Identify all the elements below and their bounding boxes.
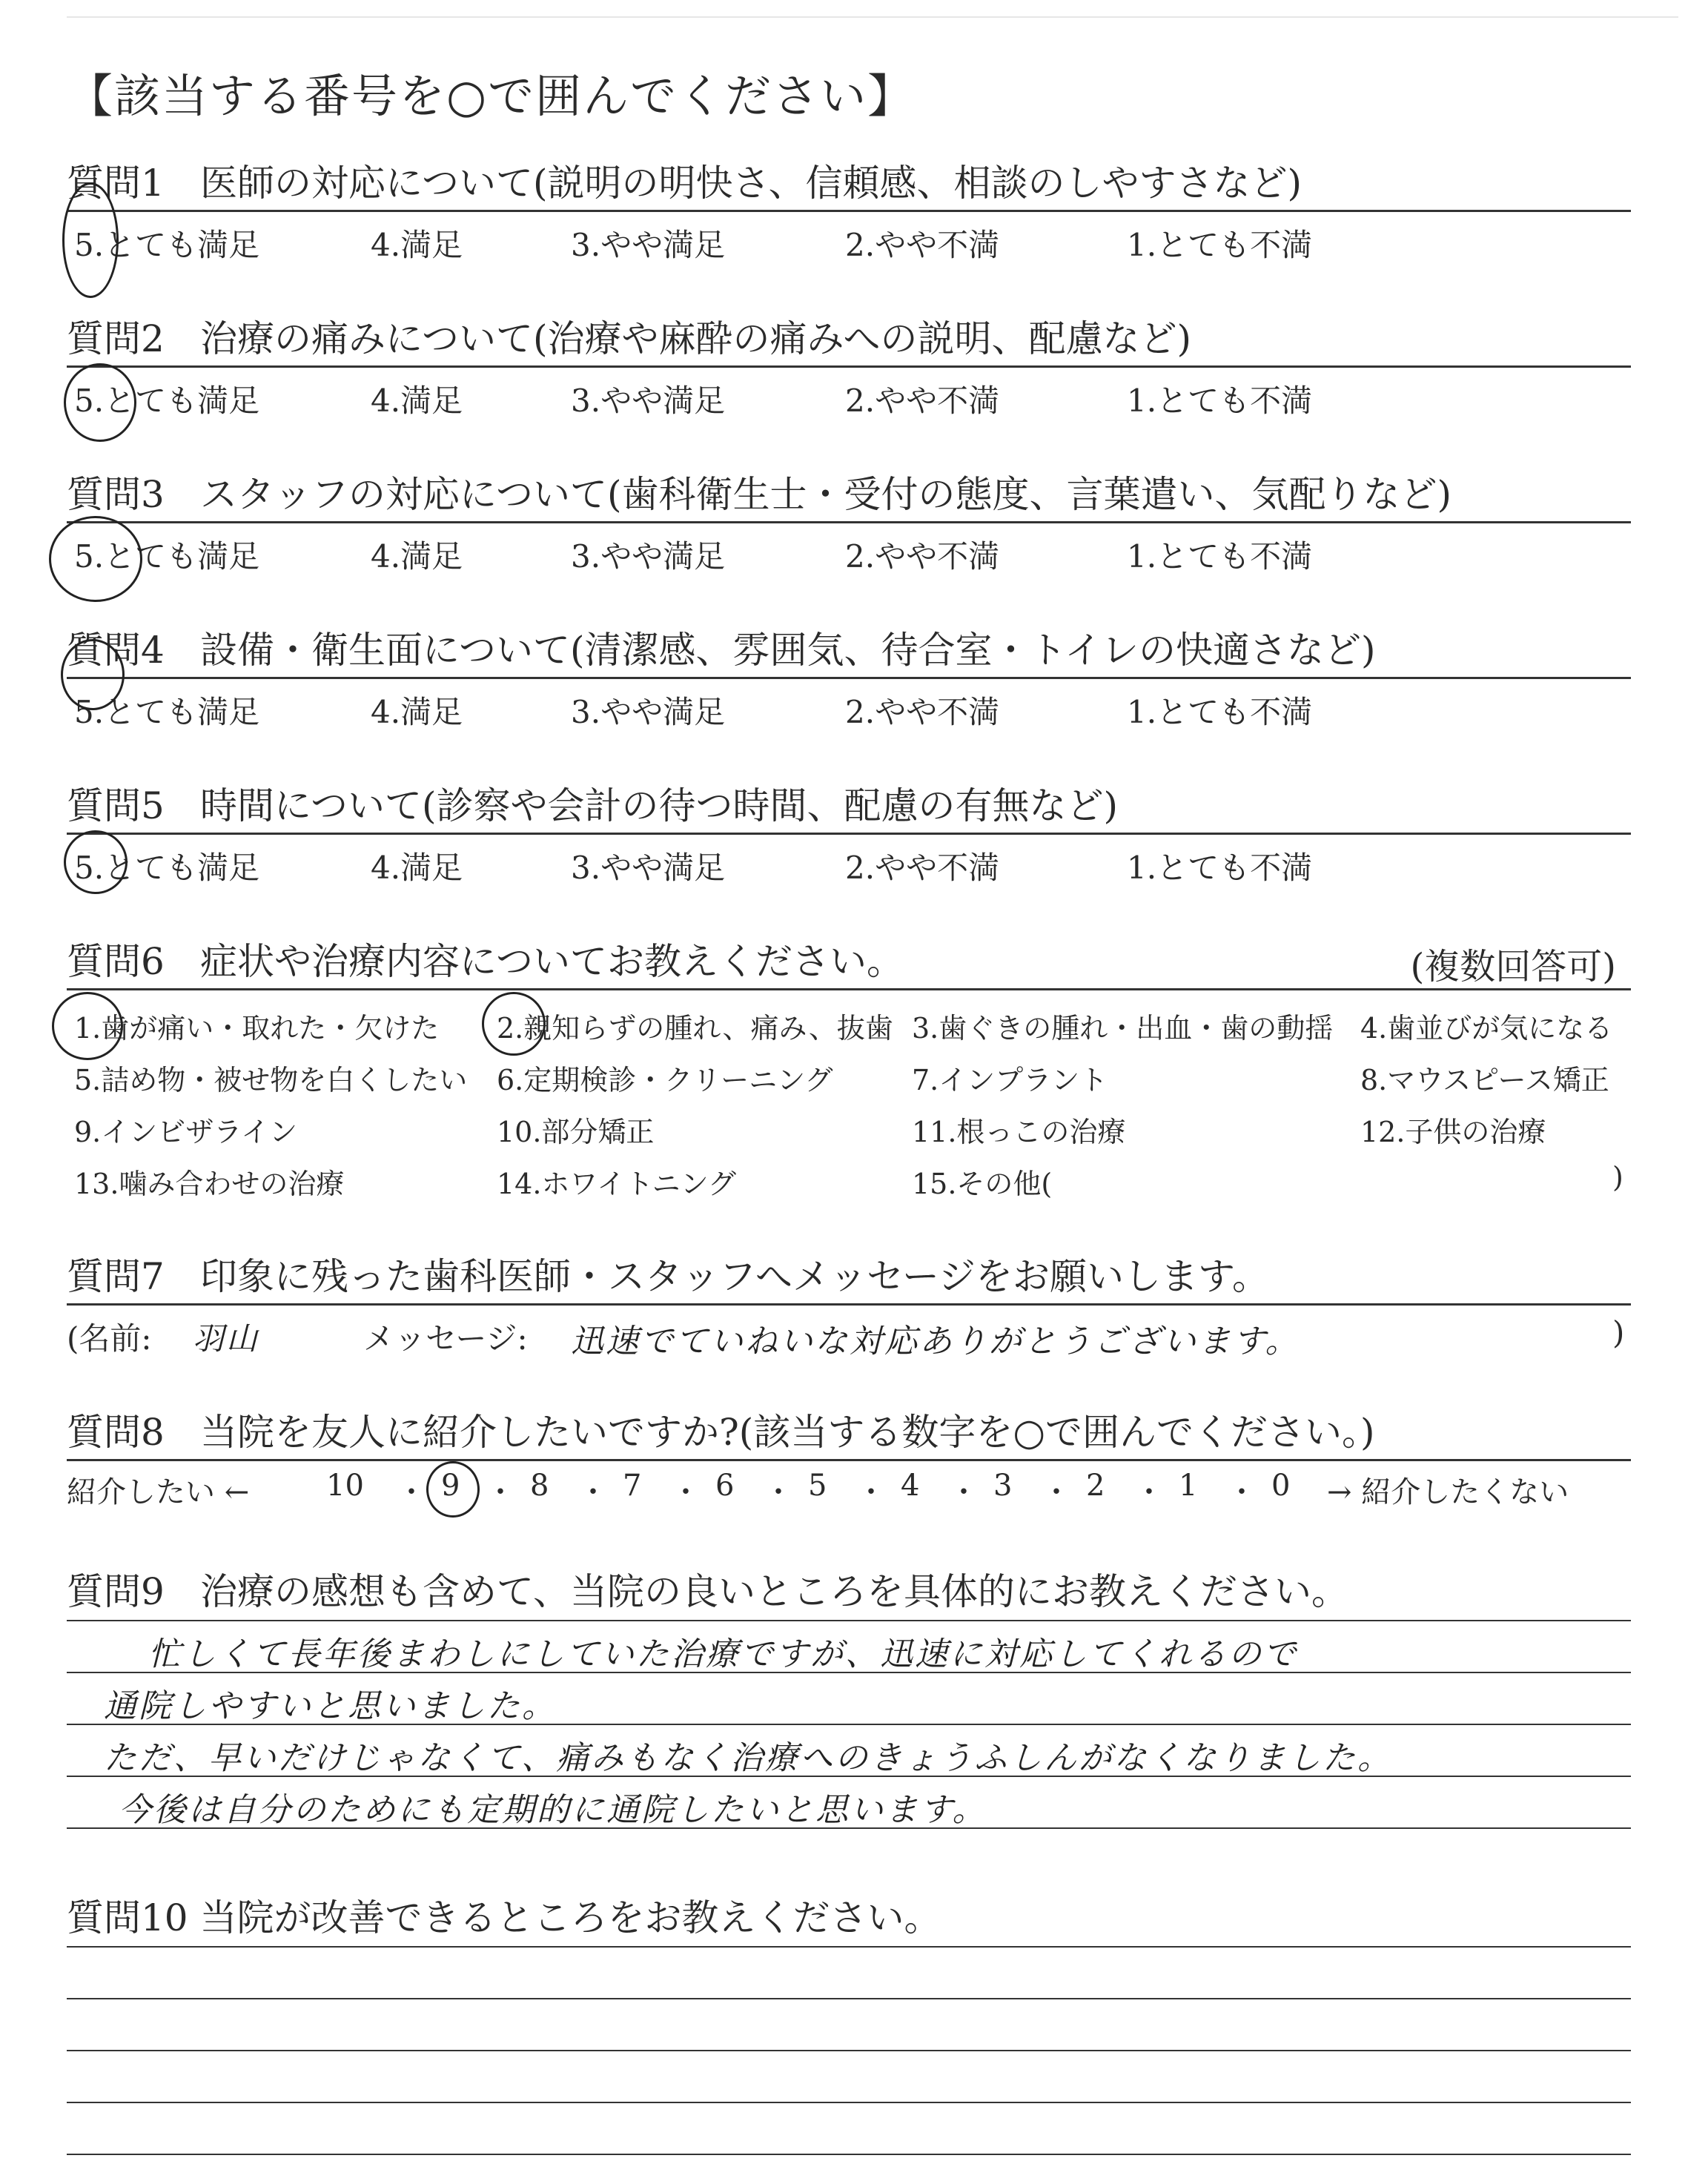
multiple-answer-note: (複数回答可): [1410, 946, 1616, 987]
scale-separator: ・: [764, 1475, 793, 1509]
symptom-option[interactable]: 6.定期検診・クリーニング: [497, 1064, 833, 1096]
symptom-option[interactable]: 4.歯並びが気になる: [1360, 1012, 1613, 1045]
scale-separator: ・: [397, 1475, 426, 1509]
question-2: [67, 315, 1631, 420]
option-5[interactable]: 5.とても満足: [74, 538, 260, 575]
selection-circle: [64, 830, 128, 894]
question-number: 質問4: [67, 629, 165, 672]
option-4[interactable]: 4.満足: [371, 227, 463, 263]
question-text: 設備・衛生面について(清潔感、雰囲気、待合室・トイレの快適さなど): [200, 629, 1376, 672]
message-row: [67, 1306, 1631, 1360]
scale-number[interactable]: 4: [901, 1469, 920, 1503]
instruction-header: 【該当する番号を○で囲んでください】: [67, 69, 916, 123]
question-text: 症状や治療内容についてお教えください。: [200, 940, 904, 983]
scale-number[interactable]: 3: [993, 1469, 1013, 1503]
option-2[interactable]: 2.やや不満: [845, 383, 1000, 419]
rating-options: [67, 523, 1631, 575]
question-9: [67, 1568, 1631, 1890]
option-2[interactable]: 2.やや不満: [845, 850, 1000, 886]
option-2[interactable]: 2.やや不満: [845, 538, 1000, 575]
selection-circle: [482, 992, 546, 1056]
option-5[interactable]: 5.とても満足: [74, 850, 260, 886]
answer-text: 通院しやすいと思いました。: [104, 1687, 557, 1725]
message-value[interactable]: 迅速でていねいな対応ありがとうございます。: [571, 1323, 1300, 1360]
scale-number[interactable]: 5: [808, 1469, 827, 1503]
top-border: [67, 16, 1678, 18]
rating-options: [67, 679, 1631, 731]
question-number: 質問3: [67, 473, 165, 516]
scale-number[interactable]: 9: [441, 1469, 460, 1503]
question-text: 治療の痛みについて(治療や麻酔の痛みへの説明、配慮など): [200, 317, 1192, 360]
selection-circle: [62, 182, 119, 298]
answer-text: 忙しくて長年後まわしにしていた治療ですが、迅速に対応してくれるので: [148, 1635, 1298, 1673]
answer-line: [67, 1620, 1631, 1621]
answer-text: 今後は自分のためにも定期的に通院したいと思います。: [119, 1791, 987, 1829]
scale-separator: ・: [1227, 1475, 1257, 1509]
option-1[interactable]: 1.とても不満: [1127, 850, 1313, 886]
question-text: 当院を友人に紹介したいですか?(該当する数字を○で囲んでください。): [200, 1411, 1375, 1454]
question-5: [67, 782, 1631, 887]
option-4[interactable]: 4.満足: [371, 850, 463, 886]
name-label: (名前:: [67, 1320, 152, 1357]
answer-text: ただ、早いだけじゃなくて、痛みもなく治療へのきょうふしんがなくなりました。: [104, 1739, 1393, 1777]
question-text: 時間について(診察や会計の待つ時間、配慮の有無など): [200, 784, 1119, 827]
answer-line: [67, 1946, 1631, 1948]
scale-separator: ・: [1134, 1475, 1164, 1509]
option-3[interactable]: 3.やや満足: [571, 694, 726, 730]
option-5[interactable]: 5.とても満足: [74, 227, 260, 263]
symptom-option[interactable]: 12.子供の治療: [1360, 1116, 1546, 1148]
scale-left-label: 紹介したい ←: [67, 1475, 250, 1509]
other-close-paren: ): [1612, 1161, 1623, 1194]
question-text: 治療の感想も含めて、当院の良いところを具体的にお教えください。: [200, 1570, 1348, 1613]
answer-line: [67, 2154, 1631, 2155]
question-number: 質問1: [67, 162, 165, 205]
symptom-option[interactable]: 14.ホワイトニング: [497, 1168, 737, 1200]
question-text: 印象に残った歯科医師・スタッフへメッセージをお願いします。: [200, 1255, 1269, 1298]
symptom-option[interactable]: 13.噛み合わせの治療: [74, 1168, 345, 1200]
question-number: 質問6: [67, 940, 165, 983]
scale-number[interactable]: 10: [326, 1469, 364, 1503]
scale-separator: ・: [1042, 1475, 1071, 1509]
recommend-scale: [67, 1461, 1631, 1513]
symptom-option[interactable]: 11.根っこの治療: [912, 1116, 1126, 1148]
option-1[interactable]: 1.とても不満: [1127, 694, 1313, 730]
scale-separator: ・: [578, 1475, 608, 1509]
option-3[interactable]: 3.やや満足: [571, 850, 726, 886]
question-number: 質問10: [67, 1896, 188, 1939]
question-text: 当院が改善できるところをお教えください。: [199, 1896, 941, 1939]
symptom-option[interactable]: 2.親知らずの腫れ、痛み、抜歯: [497, 1012, 893, 1045]
scale-separator: ・: [949, 1475, 979, 1509]
scale-number[interactable]: 2: [1086, 1469, 1105, 1503]
option-3[interactable]: 3.やや満足: [571, 383, 726, 419]
question-1: [67, 159, 1631, 264]
question-text: スタッフの対応について(歯科衛生士・受付の態度、言葉遣い、気配りなど): [200, 473, 1452, 516]
question-10: [67, 1894, 1631, 2164]
answer-line: [67, 2050, 1631, 2051]
answer-lines: [67, 1615, 1631, 1890]
scale-separator: ・: [856, 1475, 886, 1509]
name-value[interactable]: 羽山: [193, 1320, 260, 1357]
answer-line: [67, 1998, 1631, 1999]
option-4[interactable]: 4.満足: [371, 383, 463, 419]
scale-right-label: → 紹介したくない: [1327, 1475, 1569, 1509]
scale-number[interactable]: 1: [1179, 1469, 1198, 1503]
option-1[interactable]: 1.とても不満: [1127, 538, 1313, 575]
option-4[interactable]: 4.満足: [371, 538, 463, 575]
option-3[interactable]: 3.やや満足: [571, 538, 726, 575]
rating-options: [67, 368, 1631, 420]
rating-options: [67, 212, 1631, 264]
scale-number[interactable]: 7: [623, 1469, 642, 1503]
answer-lines: [67, 1942, 1631, 2164]
symptom-option[interactable]: 3.歯ぐきの腫れ・出血・歯の動揺: [912, 1012, 1334, 1045]
symptom-option[interactable]: 1.歯が痛い・取れた・欠けた: [74, 1012, 440, 1045]
selection-circle: [49, 516, 142, 602]
option-2[interactable]: 2.やや不満: [845, 227, 1000, 263]
question-6: [67, 938, 1631, 1205]
option-1[interactable]: 1.とても不満: [1127, 227, 1313, 263]
question-4: [67, 626, 1631, 731]
symptom-options: [67, 990, 1631, 1205]
scale-number[interactable]: 0: [1271, 1469, 1291, 1503]
option-3[interactable]: 3.やや満足: [571, 227, 726, 263]
symptom-option[interactable]: 7.インプラント: [912, 1064, 1108, 1096]
symptom-option[interactable]: 10.部分矯正: [497, 1116, 655, 1148]
scale-number[interactable]: 8: [530, 1469, 549, 1503]
option-5[interactable]: 5.とても満足: [74, 383, 260, 419]
question-text: 医師の対応について(説明の明快さ、信頼感、相談のしやすさなど): [200, 162, 1302, 205]
message-label: メッセージ:: [363, 1320, 528, 1357]
option-2[interactable]: 2.やや不満: [845, 694, 1000, 730]
question-number: 質問2: [67, 317, 165, 360]
rating-options: [67, 835, 1631, 887]
symptom-option[interactable]: 9.インビザライン: [74, 1116, 298, 1148]
scale-separator: ・: [671, 1475, 701, 1509]
option-4[interactable]: 4.満足: [371, 694, 463, 730]
close-paren: ): [1612, 1314, 1625, 1351]
symptom-option[interactable]: 8.マウスピース矯正: [1360, 1064, 1609, 1096]
question-3: [67, 471, 1631, 575]
selection-circle: [52, 992, 123, 1060]
selection-circle: [426, 1461, 480, 1518]
question-number: 質問9: [67, 1570, 165, 1613]
option-1[interactable]: 1.とても不満: [1127, 383, 1313, 419]
symptom-option[interactable]: 15.その他(: [912, 1168, 1053, 1200]
symptom-option[interactable]: 5.詰め物・被せ物を白くしたい: [74, 1064, 468, 1096]
question-8: [67, 1409, 1631, 1513]
scale-separator: ・: [486, 1475, 515, 1509]
question-number: 質問5: [67, 784, 165, 827]
option-5[interactable]: 5.とても満足: [74, 694, 260, 730]
answer-line: [67, 2102, 1631, 2103]
question-number: 質問7: [67, 1255, 165, 1298]
question-7: [67, 1253, 1631, 1360]
selection-circle: [64, 363, 136, 442]
question-number: 質問8: [67, 1411, 165, 1454]
scale-number[interactable]: 6: [715, 1469, 735, 1503]
selection-circle: [61, 639, 125, 710]
